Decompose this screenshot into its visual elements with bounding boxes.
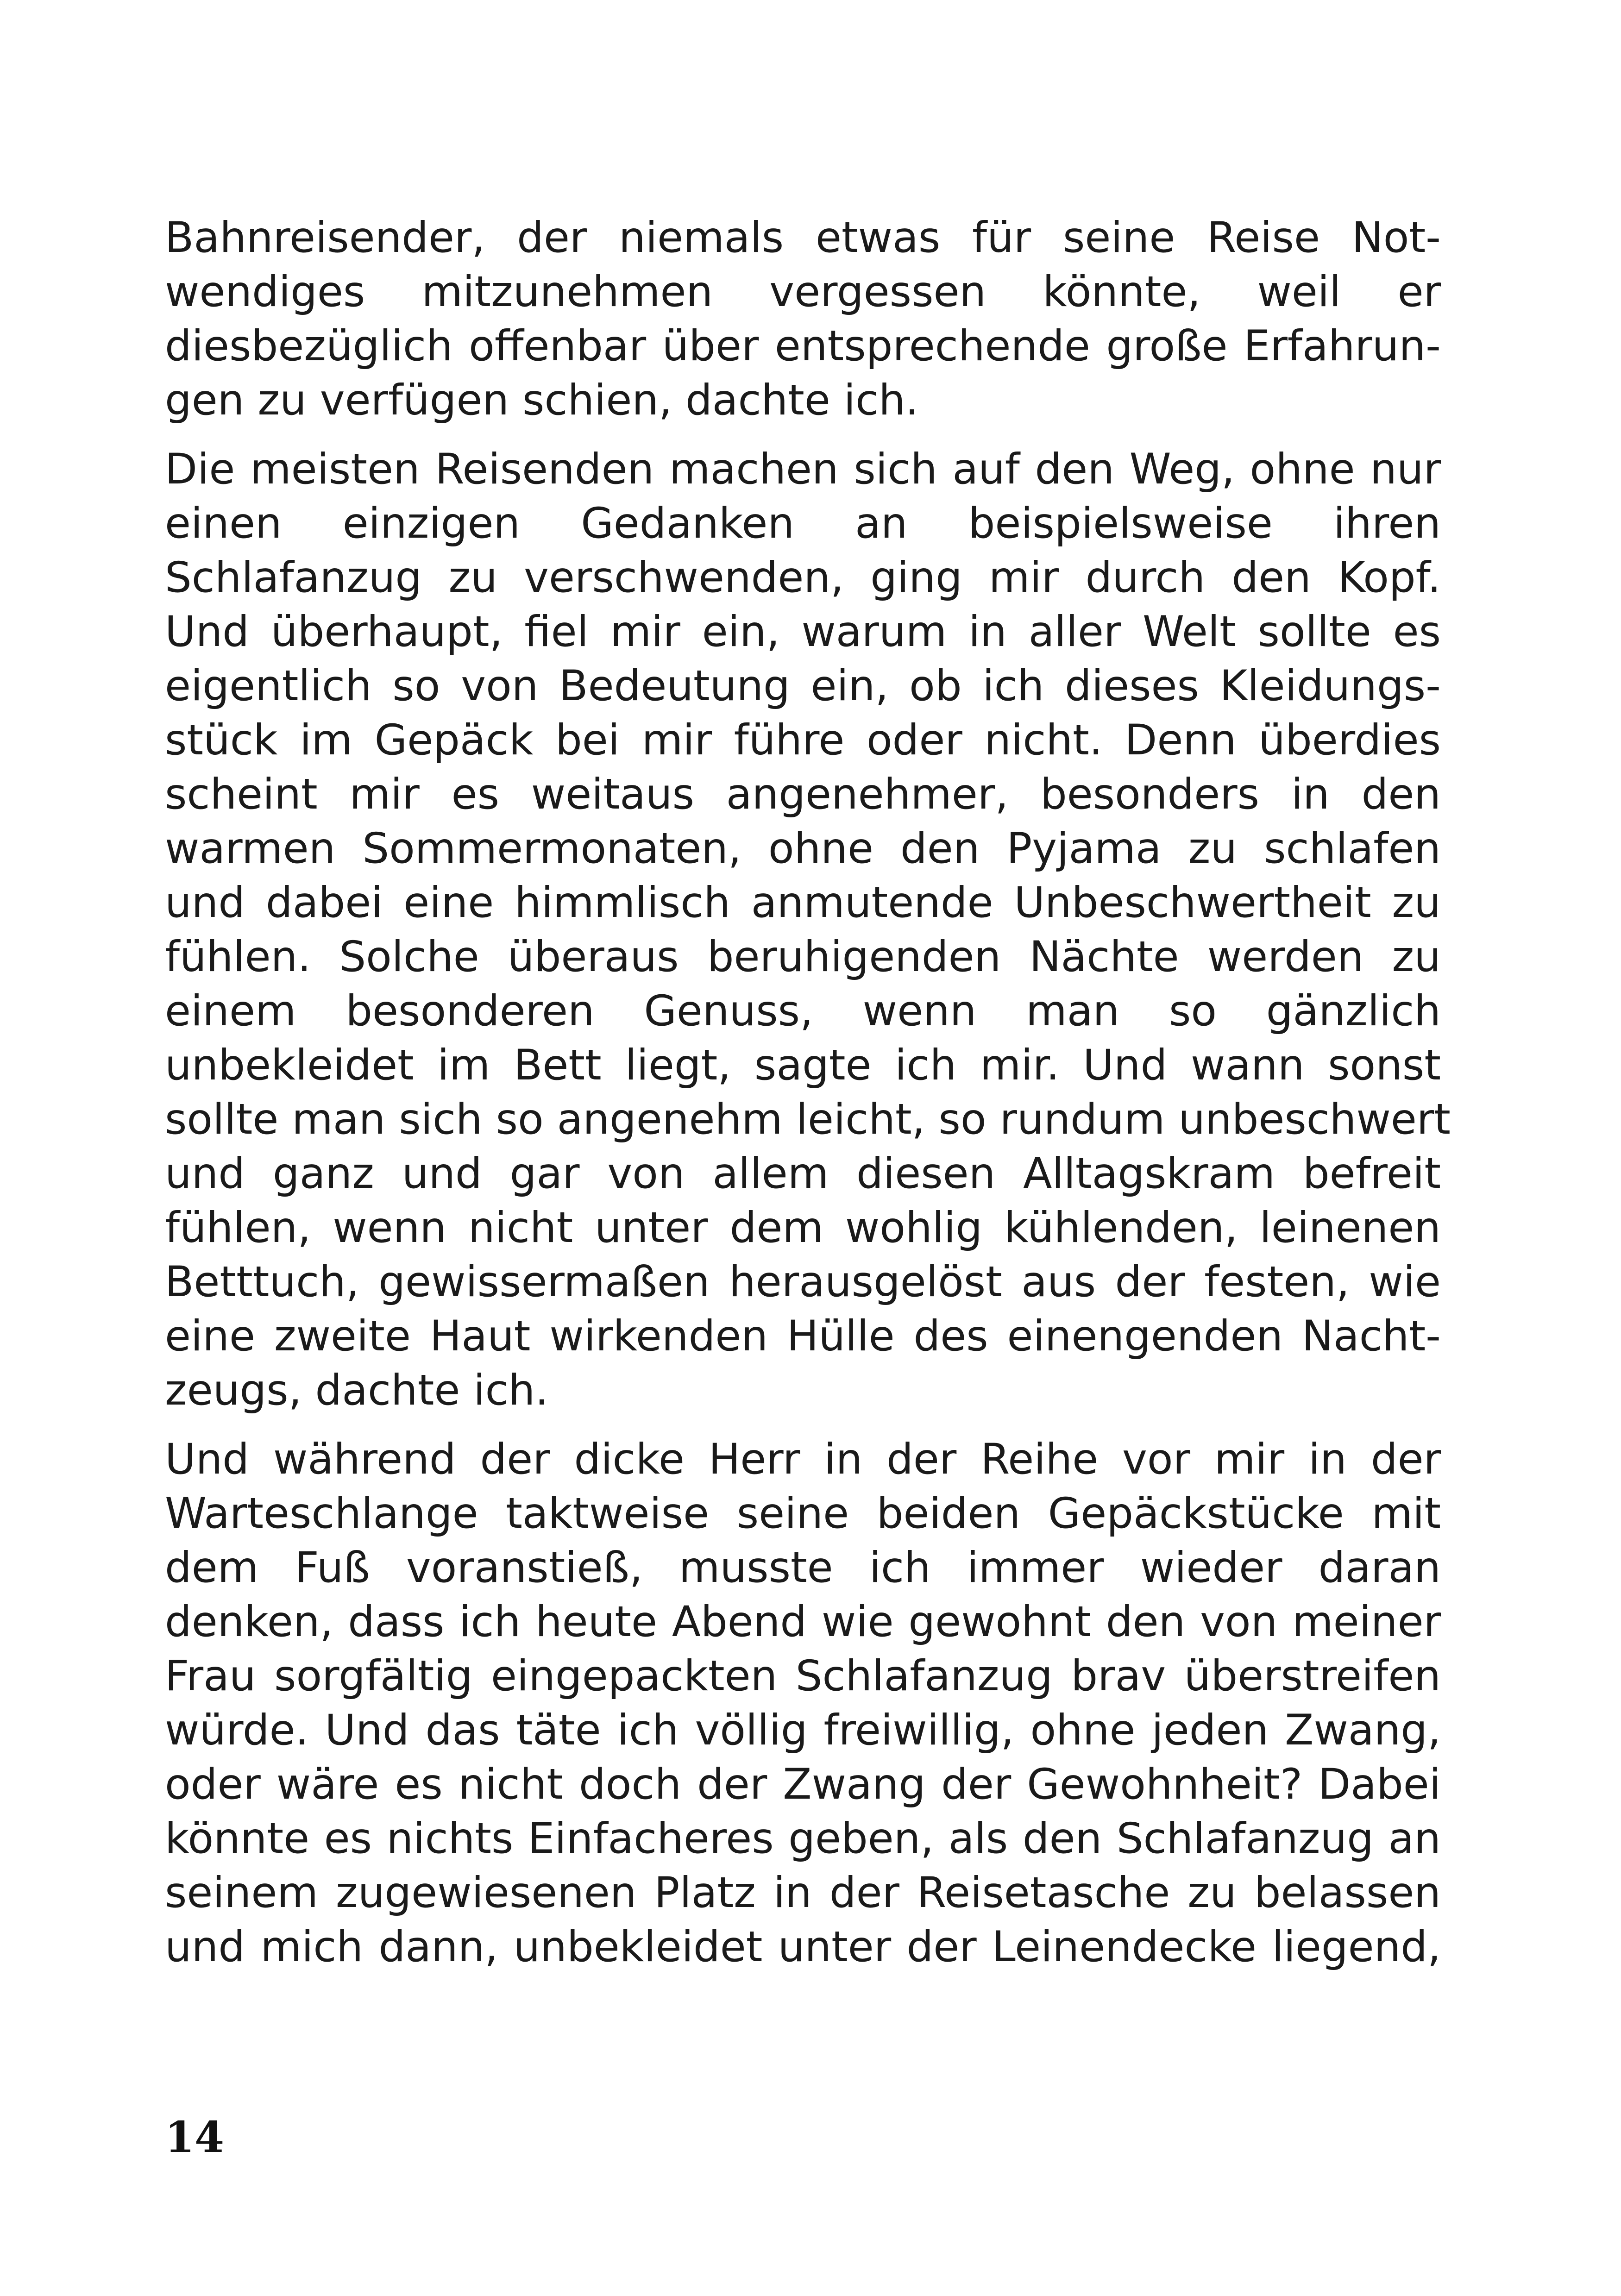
text-line: seinem zugewiesenen Platz in der Reisetasche zu belassen [165, 1869, 1441, 1917]
text-line: Schlafanzug zu verschwenden, ging mir durch den Kopf. [165, 553, 1441, 602]
text-line: könnte es nichts Einfacheres geben, als den Schlafanzug an [165, 1814, 1441, 1863]
text-line: dem Fuß voranstieß, musste ich immer wieder daran [165, 1543, 1441, 1592]
text-line: unbekleidet im Bett liegt, sagte ich mir. Und wann sonst [165, 1041, 1441, 1090]
paragraph-2 [165, 442, 1451, 1418]
text-line: einen einzigen Gedanken an beispielsweise ihren [165, 499, 1441, 548]
text-line: einem besonderen Genuss, wenn man so gänzlich [165, 987, 1441, 1035]
text-line: warmen Sommermonaten, ohne den Pyjama zu schlafen [165, 824, 1441, 873]
page-number: 14 [165, 2112, 225, 2162]
text-line: Warteschlange taktweise seine beiden Gepäckstücke mit [165, 1489, 1441, 1538]
text-line: diesbezüglich offenbar über entsprechende große Erfahrun- [165, 322, 1441, 370]
text-line: und dabei eine himmlisch anmutende Unbeschwertheit zu [165, 878, 1441, 927]
text-line: und ganz und gar von allem diesen Alltagskram befreit [165, 1149, 1441, 1198]
paragraph-1 [165, 211, 1441, 427]
text-line: gen zu verfügen schien, dachte ich. [165, 376, 919, 425]
text-line: Betttuch, gewissermaßen herausgelöst aus der festen, wie [165, 1258, 1441, 1306]
text-line: Und überhaupt, fiel mir ein, warum in aller Welt sollte es [165, 608, 1441, 656]
body-text [165, 211, 1451, 1974]
text-line: und mich dann, unbekleidet unter der Leinendecke liegend, [165, 1923, 1441, 1971]
paragraph-3 [165, 1432, 1441, 1974]
text-line: Und während der dicke Herr in der Reihe vor mir in der [165, 1435, 1441, 1484]
text-line: sollte man sich so angenehm leicht, so rundum unbeschwert [165, 1095, 1451, 1144]
text-line: Die meisten Reisenden machen sich auf den Weg, ohne nur [165, 445, 1441, 494]
text-line: wendiges mitzunehmen vergessen könnte, weil er [165, 268, 1441, 316]
text-line: fühlen. Solche überaus beruhigenden Nächte werden zu [165, 933, 1441, 981]
text-line: eine zweite Haut wirkenden Hülle des einengenden Nacht- [165, 1312, 1441, 1361]
text-line: Bahnreisender, der niemals etwas für seine Reise Not- [165, 213, 1441, 262]
text-line: scheint mir es weitaus angenehmer, besonders in den [165, 770, 1441, 819]
text-line: denken, dass ich heute Abend wie gewohnt den von meiner [165, 1598, 1441, 1646]
text-line: zeugs, dachte ich. [165, 1366, 549, 1415]
text-line: würde. Und das täte ich völlig freiwillig, ohne jeden Zwang, [165, 1706, 1441, 1755]
text-line: eigentlich so von Bedeutung ein, ob ich dieses Kleidungs- [165, 662, 1441, 710]
text-line: stück im Gepäck bei mir führe oder nicht. Denn überdies [165, 716, 1441, 765]
text-line: oder wäre es nicht doch der Zwang der Gewohnheit? Dabei [165, 1760, 1441, 1809]
text-line: Frau sorgfältig eingepackten Schlafanzug brav überstreifen [165, 1652, 1441, 1700]
text-line: fühlen, wenn nicht unter dem wohlig kühlenden, leinenen [165, 1204, 1441, 1252]
